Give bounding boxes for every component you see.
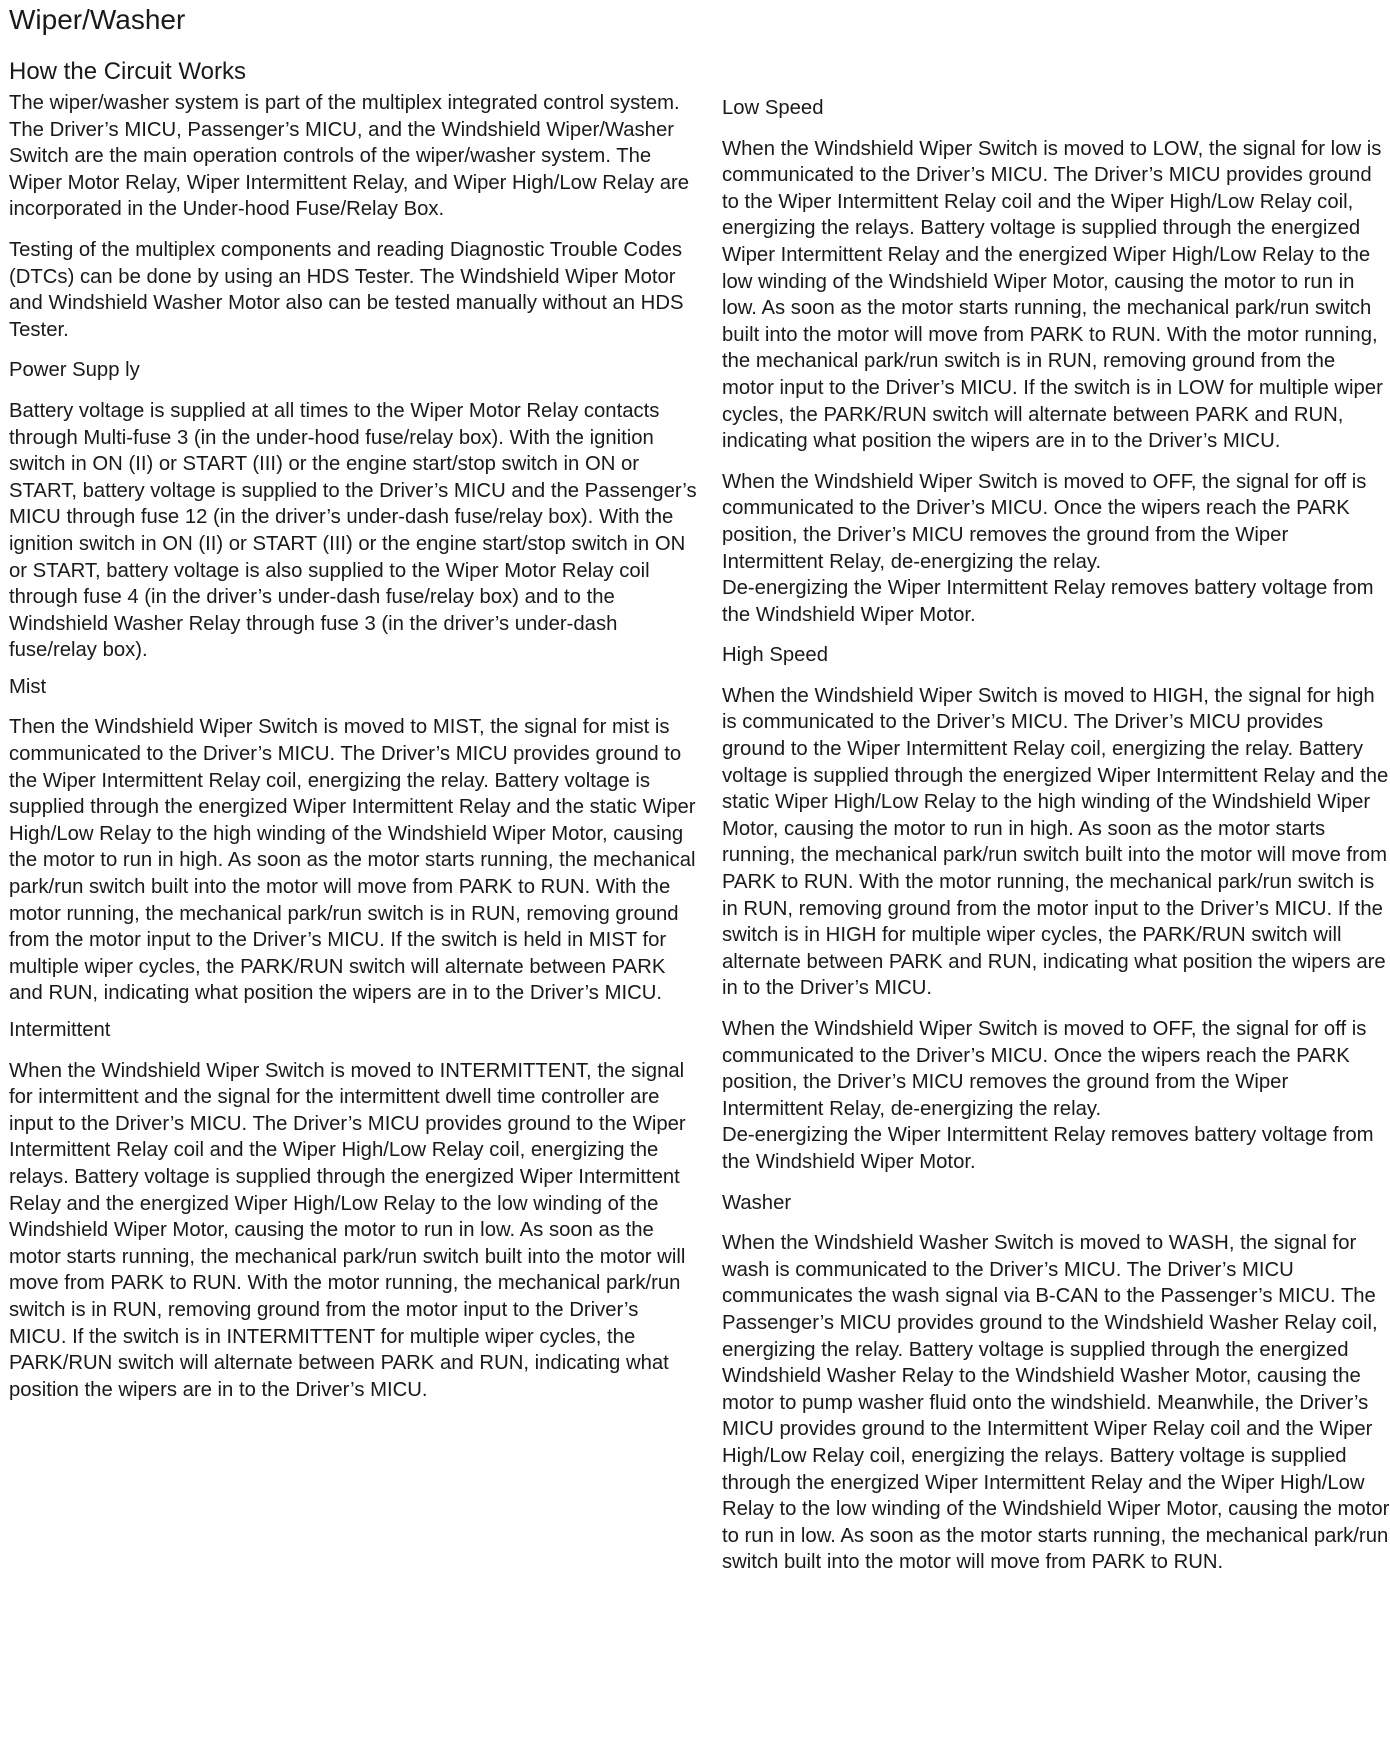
low-speed-paragraph: When the Windshield Wiper Switch is moved to LOW, the signal for low is communicated to the Driver’s MICU. The Driver’s MICU provides ground to the Wiper Intermittent Relay coil and the Wiper High/Low Relay coil, energizing the relays. Battery voltage is supplied through the energized Wiper Intermittent Relay and the energized Wiper High/Low Relay to the low winding of the Windshield Wiper Motor, causing the motor to run in low. As soon as the motor starts running, the mechanical park/run switch built into the motor will move from PARK to RUN. With the motor running, the mechanical park/run switch is in RUN, removing ground from the motor input to the Driver’s MICU. If the switch is in LOW for multiple wiper cycles, the PARK/RUN switch will alternate between PARK and RUN, indicating what position the wipers are in to the Driver’s MICU. <box>722 137 1383 453</box>
low-speed-off-paragraph: When the Windshield Wiper Switch is moved to OFF, the signal for off is communicated to the Driver’s MICU. Once the wipers reach the PARK position, the Driver’s MICU removes the ground from the Wiper Intermittent Relay, de-energizing the relay. <box>722 470 1367 573</box>
washer-heading: Washer <box>722 1191 792 1214</box>
intermittent-paragraph: When the Windshield Wiper Switch is moved to INTERMITTENT, the signal for intermittent and the signal for the intermittent dwell time controller are input to the Driver’s MICU. The Driver’s MICU provides ground to the Wiper Intermittent Relay coil and the Wiper High/Low Relay coil, energizing the relays. Battery voltage is supplied through the energized Wiper Intermittent Relay and the energized Wiper High/Low Relay to the low winding of the Windshield Wiper Motor, causing the motor to run in low. As soon as the motor starts running, the mechanical park/run switch built into the motor will move from PARK to RUN. With the motor running, the mechanical park/run switch is in RUN, removing ground from the motor input to the Driver’s MICU. If the switch is in INTERMITTENT for multiple wiper cycles, the PARK/RUN switch will alternate between PARK and RUN, indicating what position the wipers are in to the Driver’s MICU. <box>9 1059 686 1401</box>
mist-heading: Mist <box>9 675 47 698</box>
low-speed-off-paragraph-2: De-energizing the Wiper Intermittent Relay removes battery voltage from the Windshield Wiper Motor. <box>722 577 1374 626</box>
section-title: How the Circuit Works <box>9 58 246 85</box>
high-speed-off-paragraph: When the Windshield Wiper Switch is moved to OFF, the signal for off is communicated to the Driver’s MICU. Once the wipers reach the PARK position, the Driver’s MICU removes the ground from the Wiper Intermittent Relay, de-energizing the relay. <box>722 1018 1367 1120</box>
intermittent-heading: Intermittent <box>9 1019 111 1041</box>
testing-paragraph: Testing of the multiplex components and reading Diagnostic Trouble Codes (DTCs) can be done by using an HDS Tester. The Windshield Wiper Motor and Windshield Washer Motor also can be tested manually without an HDS Tester. <box>9 238 684 341</box>
washer-paragraph: When the Windshield Washer Switch is moved to WASH, the signal for wash is communicated to the Driver’s MICU. The Driver’s MICU communicates the wash signal via B-CAN to the Passenger’s MICU. The Passenger’s MICU provides ground to the Windshield Washer Relay coil, energizing the relay. Battery voltage is supplied through the energized Windshield Washer Relay to the Windshield Washer Motor, causing the motor to pump washer fluid onto the windshield. Meanwhile, the Driver’s MICU provides ground to the Intermittent Wiper Relay coil and the Wiper High/Low Relay coil, energizing the relays. Battery voltage is supplied through the energized Wiper Intermittent Relay and the Wiper High/Low Relay to the low winding of the Windshield Wiper Motor, causing the motor to run in low. As soon as the motor starts running, the mechanical park/run switch built into the motor will move from PARK to RUN. <box>722 1232 1390 1574</box>
mist-paragraph: Then the Windshield Wiper Switch is moved to MIST, the signal for mist is communicated to the Driver’s MICU. The Driver’s MICU provides ground to the Wiper Intermittent Relay coil, energizing the relay. Battery voltage is supplied through the energized Wiper Intermittent Relay and the static Wiper High/Low Relay to the high winding of the Windshield Wiper Motor, causing the motor to run in high. As soon as the motor starts running, the mechanical park/run switch built into the motor will move from PARK to RUN. With the motor running, the mechanical park/run switch is in RUN, removing ground from the motor input to the Driver’s MICU. If the switch is held in MIST for multiple wiper cycles, the PARK/RUN switch will alternate between PARK and RUN, indicating what position the wipers are in to the Driver’s MICU. <box>9 716 696 1005</box>
left-column <box>9 54 699 1417</box>
intro-paragraph: The wiper/washer system is part of the multiplex integrated control system. The Driver’s MICU, Passenger’s MICU, and the Windshield Wiper/Washer Switch are the main operation controls of the wiper/washer system. The Wiper Motor Relay, Wiper Intermittent Relay, and Wiper High/Low Relay are incorporated in the Under-hood Fuse/Relay Box. <box>9 92 690 221</box>
high-speed-paragraph: When the Windshield Wiper Switch is moved to HIGH, the signal for high is communicated to the Driver’s MICU. The Driver’s MICU provides ground to the Wiper Intermittent Relay coil, energizing the relay. Battery voltage is supplied through the energized Wiper Intermittent Relay and the static Wiper High/Low Relay to the high winding of the Windshield Wiper Motor, causing the motor to run in high. As soon as the motor starts running, the mechanical park/run switch built into the motor will move from PARK to RUN. With the motor running, the mechanical park/run switch is in RUN, removing ground from the motor input to the Driver’s MICU. If the switch is in HIGH for multiple wiper cycles, the PARK/RUN switch will alternate between PARK and RUN, indicating what position the wipers are in to the Driver’s MICU. <box>722 684 1389 1000</box>
high-speed-off-paragraph-2: De-energizing the Wiper Intermittent Relay removes battery voltage from the Windshield Wiper Motor. <box>722 1124 1374 1173</box>
right-column <box>722 95 1390 1590</box>
page-title: Wiper/Washer <box>9 4 186 35</box>
high-speed-heading: High Speed <box>722 644 828 667</box>
power-supply-paragraph: Battery voltage is supplied at all times to the Wiper Motor Relay contacts through Multi-fuse 3 (in the under-hood fuse/relay box). With the ignition switch in ON (II) or START (III) or the engine start/stop switch in ON or START, battery voltage is supplied to the Driver’s MICU and the Passenger’s MICU through fuse 12 (in the driver’s under-dash fuse/relay box). With the ignition switch in ON (II) or START (III) or the engine start/stop switch in ON or START, battery voltage is also supplied to the Wiper Motor Relay coil through fuse 4 (in the driver’s under-dash fuse/relay box) and to the Windshield Washer Relay through fuse 3 (in the driver’s under-dash fuse/relay box). <box>9 399 697 662</box>
low-speed-heading: Low Speed <box>722 97 824 119</box>
power-supply-heading: Power Supp ly <box>9 359 140 382</box>
